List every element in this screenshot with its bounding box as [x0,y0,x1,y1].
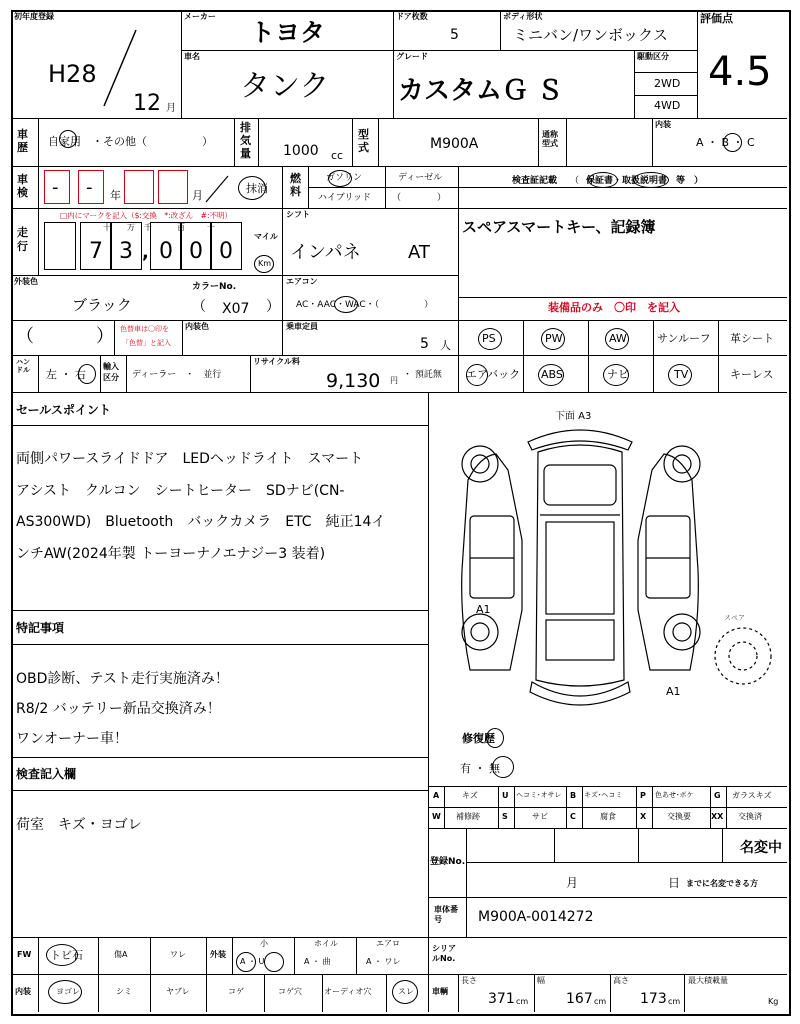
reg-no-label: 登録No. [430,857,466,867]
aero-value: A ・ ワレ [366,957,401,966]
handle-mark [78,364,96,384]
fuel-hybrid: ハイブリッド [318,193,372,203]
legend-desc: 腐食 [600,812,616,821]
inspection-label: 車検 [17,173,28,199]
equip-ps: PS [482,332,496,345]
max-load-label: 最大積載量 [688,976,728,985]
name-change-note: までに名変できる方 [686,879,758,888]
fuel-gasoline: ガソリン [326,173,363,183]
height: 173 [640,991,667,1007]
mileage-label: 走行 [17,226,28,253]
special-title: 特記事項 [16,621,65,635]
sales-points-body [16,444,424,570]
first-reg-month: 12 [133,91,161,116]
int-tear: ヤブレ [166,987,190,996]
capacity: 5 [420,336,429,352]
shift-value: インパネ [290,242,361,263]
fuel-diesel: ディーゼル [398,173,443,183]
equip-leather: 革シート [730,332,774,345]
unit-hyaku: 百 [177,223,185,232]
repair-label: 修復歴 [462,732,495,745]
history-label: 車歴 [17,128,28,154]
int-color-paren-open: （ [16,326,34,347]
inspection-notes-body [16,810,424,840]
km-mark [254,255,274,273]
equip-abs: ABS [541,368,563,381]
interior-grade: A ・ B ・ C [696,136,755,149]
shift-label: シフト [286,210,310,219]
grade-label: グレード [396,52,428,61]
displacement-unit: cc [331,149,344,162]
exterior-u-mark [264,952,284,972]
height-unit: cm [668,997,681,1006]
bottom-label: 下面 A3 [555,411,592,422]
legend-desc: 交換済 [738,812,762,821]
equip-doc-prefix: （ [570,176,580,186]
import-label: 輸入区分 [103,362,119,382]
legend-code: C [570,812,576,821]
width-unit: cm [594,997,607,1006]
mileage-note: □内にマークを記入（$:交換 *:改ざん #:不明） [60,211,232,220]
int-burn-hole: コゲ穴 [278,987,302,996]
expired-mark [238,176,266,200]
inspect-dash-2: - [86,177,93,198]
legend-desc: キズ [462,791,478,800]
unit-ten: 十 [103,223,111,232]
body-type: ミニバン/ワンボックス [513,26,668,44]
ac-label: エアコン [286,277,318,286]
history-value: 自家用 ・その他（ ） [48,135,213,148]
legend-desc: サビ [532,812,548,821]
legend-code: B [570,791,577,800]
name-label: 車名 [184,52,200,61]
first-reg-label: 初年度登録 [14,12,54,21]
int-audio-hole: オーディオ穴 [324,987,372,996]
mileage-digit: 3 [119,239,133,264]
remarks: スペアスマートキー、記録簿 [462,218,656,236]
equip-doc-header: 検査証記載 [512,176,558,186]
damage-a1-right: A1 [666,685,681,698]
fw-scratch: 傷A [114,950,128,959]
spare-label: スペア [724,614,745,622]
first-reg-era: H28 [48,60,97,88]
mileage-digit: 7 [89,239,103,264]
int-dirt: ヨゴレ [56,987,80,996]
capacity-label: 乗車定員 [286,322,318,331]
manual-mark [633,172,669,188]
inspect-month-box-1[interactable] [124,170,154,204]
legend-code: X [640,812,647,821]
interior-damage-label: 内装 [15,987,31,996]
int-scuff-mark [392,980,418,1004]
exterior-value: A ・ U [240,957,265,966]
capacity-unit: 人 [440,339,451,352]
equip-aw-mark [605,328,629,350]
aero-label: エアロ [376,939,400,948]
inspect-year-unit: 年 [110,189,121,202]
fw-chip: トビ石 [50,949,83,962]
equip-sunroof: サンルーフ [657,332,711,345]
color-change-note-2: 「色替」と記入 [122,339,171,347]
mileage-comma: , [142,242,149,263]
inspect-expired: 抹消 [246,182,268,195]
month-slash [200,174,230,204]
height-label: 高さ [613,976,629,985]
score: 4.5 [708,49,772,95]
color-no-paren-close: ） [266,299,280,315]
wheel-value: A ・ 曲 [304,957,331,966]
color-no: X07 [222,301,250,317]
km-unit: Km [258,259,272,268]
equip-abs-mark [538,364,564,386]
inspection-note-line: 荷室 キズ・ヨゴレ [16,817,142,833]
int-color-paren-close: ） [96,326,114,347]
recycle-label: リサイクル料 [253,357,300,366]
length-unit: cm [516,997,529,1006]
wheel-label: ホイル [314,939,338,948]
ac-mark [334,296,358,313]
maker: トヨタ [250,18,326,47]
legend-desc: ガラスキズ [732,791,772,800]
unit-ju: 十 [207,223,215,232]
import-value: ディーラー ・ 並行 [132,370,222,380]
mileage-digit-box-2[interactable] [110,222,142,270]
int-scuff: スレ [398,987,414,996]
trans-value: AT [408,242,430,263]
legend-code: G [714,791,721,800]
sales-line: ンチAW(2024年製 トーヨーナノエナジー3 装着) [16,545,326,562]
mile-unit: マイル [254,232,278,241]
car-diagram [440,420,785,710]
fw-label: FW [17,950,32,959]
dims-label: 車輌 [432,987,448,996]
mileage-digit: 0 [189,239,203,264]
int-dirt-mark [48,980,82,1004]
body-label: ボディ形状 [503,12,543,21]
fuel-label: 燃料 [290,172,301,198]
doors: 5 [450,27,459,43]
recycle: 9,130 [326,370,381,392]
serial-label: シリアルNo. [432,944,456,963]
inspection-notes-title: 検査記入欄 [16,767,77,781]
sales-line: AS300WD) Bluetooth バックカメラ ETC 純正14イ [16,514,386,530]
sales-line: アシスト クルコン シートヒーター SDナビ(CN- [16,482,345,499]
ext-color: ブラック [72,296,132,314]
handle-value: 左 ・ 右 [46,368,86,381]
legend-code: U [502,791,509,800]
doors-label: ドア枚数 [396,12,428,21]
equip-tv-mark [668,364,692,386]
special-line: R8/2 バッテリー新品交換済み！ [16,701,221,717]
mileage-digit: 0 [219,239,233,264]
recycle-unit: 円 [390,376,398,385]
damage-a1-left: A1 [476,603,491,616]
ac-options: AC・AAC・WAC・（ ） [296,300,434,310]
color-no-label: カラーNo. [192,282,237,292]
chassis-label: 車体番号 [434,905,458,924]
int-color-label: 内装色 [185,322,209,331]
handle-label: ハンドル [16,358,30,374]
legend-code: P [640,791,646,800]
legend-code: S [502,812,508,821]
equipment-title: 装備品のみ 〇印 を記入 [548,301,680,314]
repair-value: 有 ・ 無 [460,762,500,775]
special-line: ワンオーナー車！ [16,731,128,747]
equip-doc-note: 保証書・取扱説明書 等 ） [586,176,704,186]
chassis-number: M900A-0014272 [478,909,594,925]
max-load-unit: Kg [768,997,779,1006]
unit-man: 万 [127,223,135,232]
int-burn: コゲ [228,987,244,996]
equip-aw: AW [609,332,627,345]
legend-code: XX [711,812,724,821]
color-no-paren-open: （ [192,299,206,315]
mileage-digit: 0 [159,239,173,264]
equip-tv: TV [674,368,689,381]
equip-navi: ナビ [607,368,629,381]
legend-desc: 色あせ･ボケ [655,791,694,799]
legend-code: W [432,812,441,821]
repair-label-mark [486,728,504,748]
model-label: 型式 [358,128,369,154]
length: 371 [488,991,515,1007]
equip-navi-mark [603,364,629,386]
name-change: 名変中 [740,840,782,856]
length-label: 長さ [461,976,477,985]
width: 167 [566,991,593,1007]
int-stain: シミ [116,987,132,996]
displacement: 1000 [283,143,319,159]
equip-airbag-mark [466,364,488,386]
width-label: 幅 [537,976,545,985]
exterior-a-mark [236,952,256,972]
history-selected-mark [59,130,77,148]
car-name: タンク [240,69,330,104]
reg-month-unit: 月 [566,876,579,890]
legend-code: A [433,791,440,800]
fw-crack: ワレ [170,950,186,959]
model: M900A [430,136,479,152]
displacement-label: 排気量 [240,121,251,160]
equip-ps-mark [478,328,502,350]
score-label: 評価点 [700,12,733,25]
recycle-deposit: ・ 預託無 [403,370,442,380]
legend-desc: 交換要 [667,812,691,821]
inspect-dash-1: - [52,177,59,198]
drive-2wd: 2WD [654,77,681,90]
color-change-note-1: 色替車は〇印を [120,325,169,333]
warranty-mark [588,172,618,188]
equip-pw-mark [541,328,565,350]
inspect-month-box-2[interactable] [158,170,188,204]
common-model-label: 通称型式 [542,130,558,148]
legend-desc: ヘコミ･オサレ [516,791,562,799]
maker-label: メーカー [184,12,216,21]
interior-grade-mark [723,133,742,152]
special-line: OBD診断、テスト走行実施済み！ [16,671,229,687]
gasoline-mark [328,170,352,187]
unit-sen: 千 [144,223,152,232]
sales-points-title: セールスポイント [16,403,111,417]
drive-4wd: 4WD [654,99,681,112]
fw-chip-mark [46,944,78,966]
exterior-label: 外装 [210,950,226,959]
equip-keyless: キーレス [730,368,774,381]
mileage-digit-box-0[interactable] [44,222,76,270]
legend-desc: キズ･ヘコミ [584,791,623,799]
reg-day-unit: 日 [668,876,681,890]
equip-pw: PW [545,332,563,345]
sales-line: 両側パワースライドドア LEDヘッドライト スマート [16,451,364,467]
special-body [16,664,424,754]
ext-color-label: 外装色 [14,277,38,286]
interior-label: 内装 [655,120,671,129]
month-unit: 月 [166,103,176,114]
equip-airbag: エアバック [466,368,521,381]
repair-none-mark [492,756,514,778]
legend-desc: 補修跡 [456,812,480,821]
grade: カスタムＧ Ｓ [398,76,564,106]
drive-label: 駆動区分 [637,52,669,61]
fuel-hybrid-paren: （ ） [392,193,447,203]
exterior-small: 小 [260,939,268,948]
inspect-month-unit: 月 [192,189,203,202]
